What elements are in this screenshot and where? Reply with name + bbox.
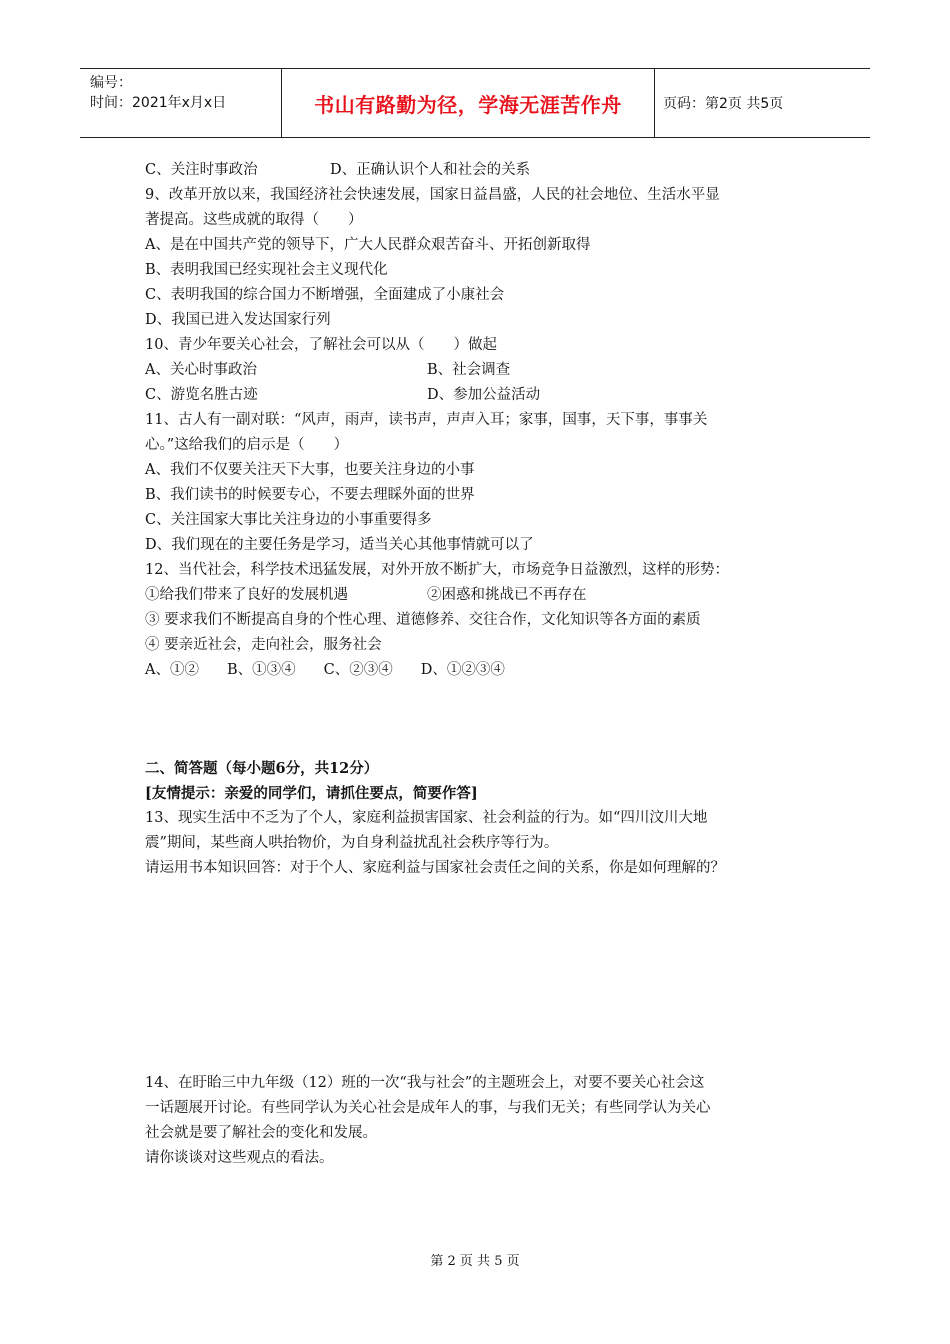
section2-title: 二、简答题（每小题6分，共12分） [145,760,379,777]
q13-line-3: 请运用书本知识回答：对于个人、家庭利益与国家社会责任之间的关系，你是如何理解的？ [145,860,725,876]
q12-option-a: A、①② [145,662,199,678]
q10-options-ab [145,358,825,383]
q13-answer-space [145,881,825,1071]
q9-option-d: D、我国已进入发达国家行列 [145,312,331,328]
answer-gap [145,683,825,756]
q9-stem-1: 9、改革开放以来，我国经济社会快速发展，国家日益昌盛，人民的社会地位、生活水平显 [145,187,720,203]
q11-stem-2: 心。”这给我们的启示是（ ） [145,437,349,453]
q8-option-c: C、关注时事政治 [145,162,258,178]
time-label: 时间：2021年x月x日 [90,95,227,111]
page-footer [0,1250,950,1269]
q13-line-1: 13、现实生活中不乏为了个人，家庭利益损害国家、社会利益的行为。如“四川汶川大地 [145,810,708,826]
q8-options-cd [145,158,825,183]
page-info-text: 页码：第2页 共5页 [663,96,784,112]
q10-stem: 10、青少年要关心社会，了解社会可以从（ ）做起 [145,337,497,353]
q9-stem-2: 著提高。这些成就的取得（ ） [145,212,363,228]
footer-page-number: 第 2 页 共 5 页 [430,1254,520,1269]
q14-line-3: 社会就是要了解社会的变化和发展。 [145,1125,377,1141]
q12-option-d: D、①②③④ [420,662,505,678]
motto-text: 书山有路勤为径，学海无涯苦作舟 [314,92,622,117]
section2-tip: [友情提示：亲爱的同学们，请抓住要点，简要作答] [145,785,478,802]
q12-options [145,658,825,683]
q12-option-b: B、①③④ [226,662,296,678]
document-body [145,158,825,1171]
q9-option-b: B、表明我国已经实现社会主义现代化 [145,262,388,278]
header-motto-cell [282,69,655,137]
q10-option-b: B、社会调查 [427,362,511,378]
q9-option-a: A、是在中国共产党的领导下，广大人民群众艰苦奋斗、开拓创新取得 [145,237,591,253]
header-page-info [655,69,870,137]
q12-statement-1: ①给我们带来了良好的发展机遇 [145,587,348,603]
header-meta [80,69,282,137]
q10-option-c: C、游览名胜古迹 [145,387,258,403]
q11-stem-1: 11、古人有一副对联：“风声，雨声，读书声，声声入耳；家事，国事，天下事，事事关 [145,412,708,428]
q12-statement-4: ④ 要亲近社会，走向社会，服务社会 [145,637,382,653]
q10-option-d: D、参加公益活动 [427,387,541,403]
q14-line-4: 请你谈谈对这些观点的看法。 [145,1150,334,1166]
q14-line-1: 14、在盱眙三中九年级（12）班的一次“我与社会”的主题班会上，对要不要关心社会这 [145,1075,705,1091]
q14-line-2: 一话题展开讨论。有些同学认为关心社会是成年人的事，与我们无关；有些同学认为关心 [145,1100,711,1116]
q8-option-d: D、正确认识个人和社会的关系 [330,162,531,178]
q10-option-a: A、关心时事政治 [145,362,257,378]
q11-option-d: D、我们现在的主要任务是学习，适当关心其他事情就可以了 [145,537,534,553]
q11-option-a: A、我们不仅要关注天下大事，也要关注身边的小事 [145,462,475,478]
q12-option-c: C、②③④ [323,662,393,678]
q12-statements-12 [145,583,825,608]
q11-option-c: C、关注国家大事比关注身边的小事重要得多 [145,512,432,528]
q10-options-cd [145,383,825,408]
q12-statement-3: ③ 要求我们不断提高自身的个性心理、道德修养、交往合作，文化知识等各方面的素质 [145,612,701,628]
q12-statement-2: ②困惑和挑战已不再存在 [427,587,587,603]
page-header [80,68,870,138]
q12-stem: 12、当代社会，科学技术迅猛发展，对外开放不断扩大，市场竞争日益激烈，这样的形势： [145,562,729,578]
q11-option-b: B、我们读书的时候要专心，不要去理睬外面的世界 [145,487,475,503]
q13-line-2: 震”期间，某些商人哄抬物价，为自身利益扰乱社会秩序等行为。 [145,835,559,851]
q9-option-c: C、表明我国的综合国力不断增强，全面建成了小康社会 [145,287,505,303]
serial-label: 编号： [90,75,132,91]
